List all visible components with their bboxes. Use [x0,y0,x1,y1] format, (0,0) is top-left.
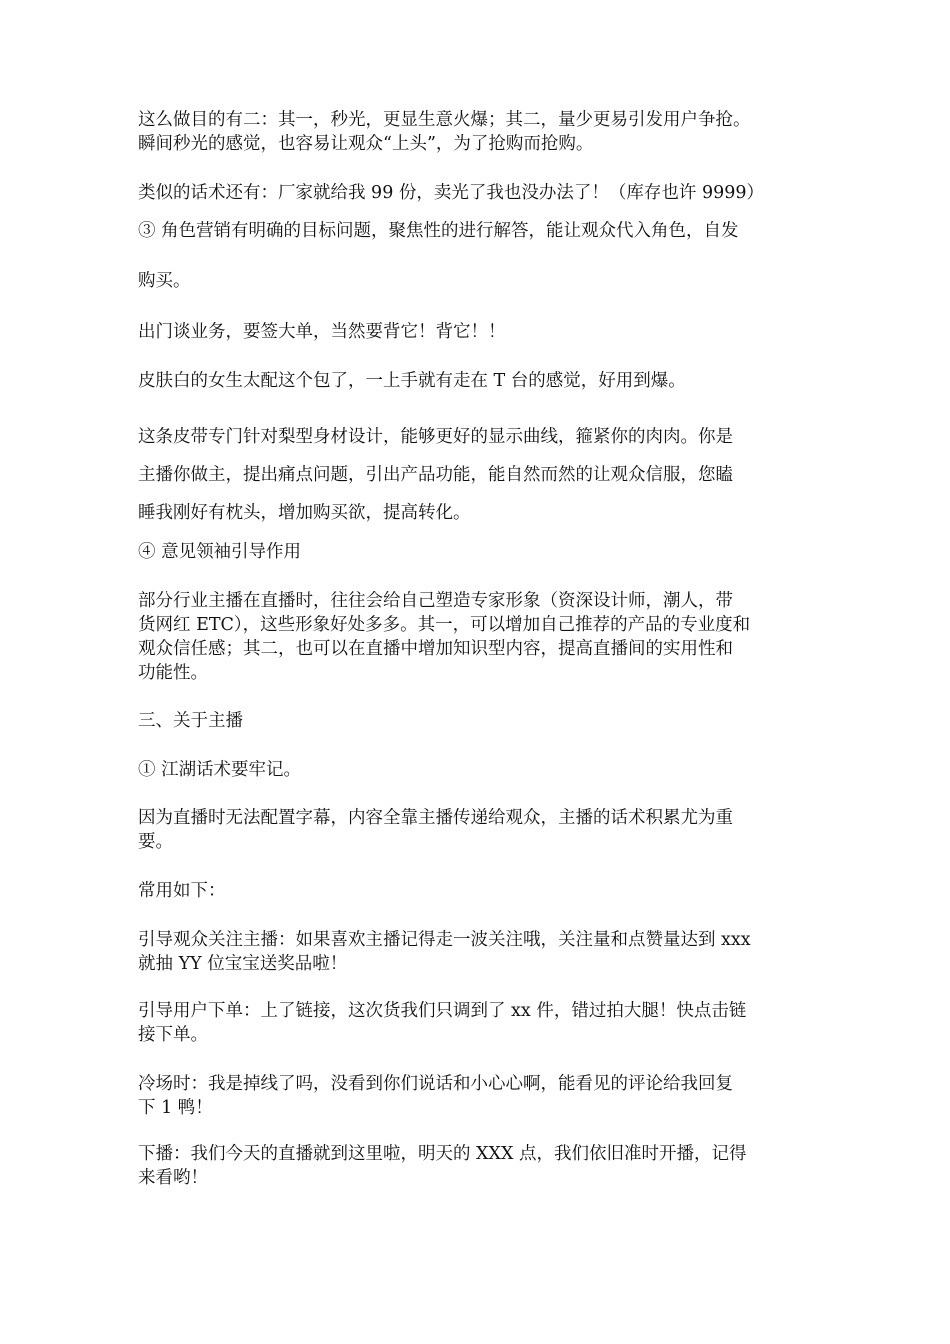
section-heading-anchor [138,709,243,733]
text-line: 类似的话术还有：厂家就给我 99 份，卖光了我也没办法了！（库存也许 9999） [138,183,764,203]
text-line: ① 江湖话术要牢记。 [138,760,302,780]
text-line: 这条皮带专门针对梨型身材设计，能够更好的显示曲线，箍紧你的肉肉。你是 [138,427,733,447]
paragraph-example-business [138,320,506,344]
paragraph-example-bag [138,369,686,393]
text-line: 部分行业主播在直播时，往往会给自己塑造专家形象（资深设计师，潮人，带 [138,591,733,611]
paragraph-purpose [138,108,751,156]
text-line: 睡我刚好有枕头，增加购买欲，提高转化。 [138,503,471,523]
heading-scripts [138,758,301,782]
text-line: 引导观众关注主播：如果喜欢主播记得走一波关注哦，关注量和点赞量达到 xxx [138,930,751,950]
paragraph-order-script [138,999,746,1047]
text-line: 要。 [138,832,173,852]
text-line: ③ 角色营销有明确的目标问题，聚焦性的进行解答，能让观众代入角色，自发 [138,221,739,241]
text-line: 货网红 ETC），这些形象好处多多。其一，可以增加自己推荐的产品的专业度和 [138,615,751,635]
paragraph-cold-scene-script [138,1072,733,1120]
text-line: 三、关于主播 [138,711,243,731]
text-line: 因为直播时无法配置字幕，内容全靠主播传递给观众，主播的话术积累尤为重 [138,808,733,828]
paragraph-end-broadcast-script [138,1142,747,1190]
text-line: 就抽 YY 位宝宝送奖品啦！ [138,954,348,974]
text-line: 引导用户下单：上了链接，这次货我们只调到了 xx 件，错过拍大腿！快点击链 [138,1001,747,1021]
text-line: 下播：我们今天的直播就到这里啦，明天的 XXX 点，我们依旧准时开播，记得 [138,1144,747,1164]
paragraph-scripts-importance [138,806,733,854]
text-line: 接下单。 [138,1025,208,1045]
text-line: 皮肤白的女生太配这个包了，一上手就有走在 T 台的感觉，好用到爆。 [138,371,686,391]
text-line: 冷场时：我是掉线了吗，没看到你们说话和小心心啊，能看见的评论给我回复 [138,1074,733,1094]
text-line: 来看哟！ [138,1168,208,1188]
text-line: 出门谈业务，要签大单，当然要背它！背它！！ [138,322,506,342]
text-line: 这么做目的有二：其一，秒光，更显生意火爆；其二，量少更易引发用户争抢。 [138,110,751,130]
paragraph-common-list [138,879,226,903]
text-line: 下 1 鸭！ [138,1098,213,1118]
text-line: 瞬间秒光的感觉，也容易让观众“上头”，为了抢购而抢购。 [138,134,594,154]
text-line: 功能性。 [138,663,208,683]
text-line: 观众信任感；其二，也可以在直播中增加知识型内容，提高直播间的实用性和 [138,639,733,659]
text-line: 常用如下： [138,881,226,901]
text-line: 主播你做主，提出痛点问题，引出产品功能，能自然而然的让观众信服，您瞌 [138,465,733,485]
text-line: ④ 意见领袖引导作用 [138,542,302,562]
paragraph-example-belt [138,418,733,532]
paragraph-expert-image [138,589,750,685]
paragraph-similar-phrases [138,181,764,205]
text-line: 购买。 [138,271,191,291]
heading-opinion-leader [138,540,301,564]
paragraph-follow-script [138,928,751,976]
